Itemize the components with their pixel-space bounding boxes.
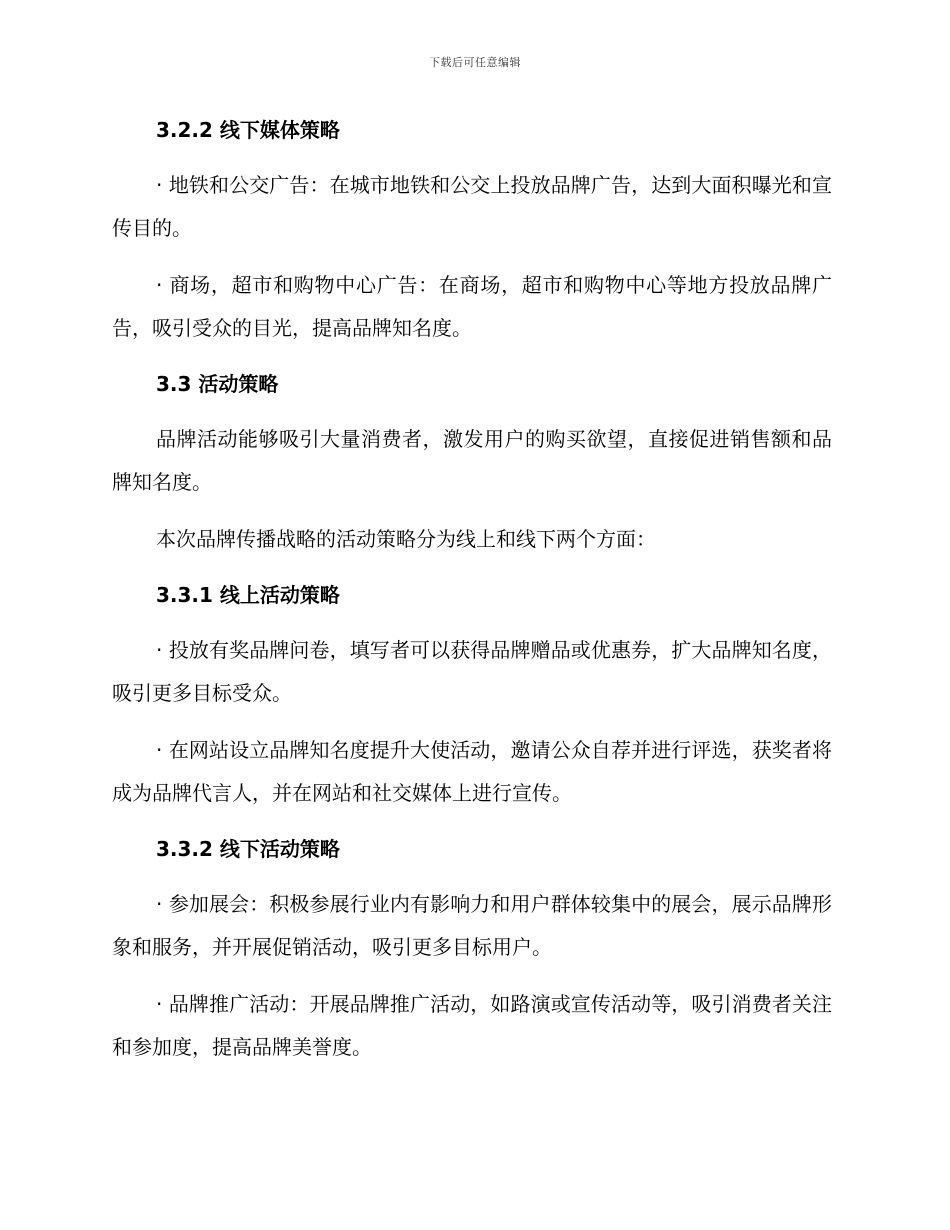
section-3-3-2 — [112, 829, 832, 1069]
section-heading: 3.2.2 线下媒体策略 — [156, 118, 340, 142]
paragraph: · 参加展会：积极参展行业内有影响力和用户群体较集中的展会，展示品牌形象和服务，并开展促销活动，吸引更多目标用户。 — [112, 892, 832, 959]
section-3-2-2 — [112, 110, 832, 364]
paragraph: · 地铁和公交广告：在城市地铁和公交上投放品牌广告，达到大面积曝光和宣传目的。 — [112, 173, 832, 240]
document-body — [112, 110, 832, 1069]
section-3-3-1 — [112, 575, 832, 829]
paragraph: · 在网站设立品牌知名度提升大使活动，邀请公众自荐并进行评选，获奖者将成为品牌代言人，并在网站和社交媒体上进行宣传。 — [112, 738, 832, 805]
page-header: 下载后可任意编辑 — [429, 56, 521, 69]
paragraph: 品牌活动能够吸引大量消费者，激发用户的购买欲望，直接促进销售额和品牌知名度。 — [112, 427, 832, 494]
section-3-3 — [112, 364, 832, 575]
paragraph: · 商场，超市和购物中心广告：在商场，超市和购物中心等地方投放品牌广告，吸引受众的目光，提高品牌知名度。 — [112, 273, 832, 340]
section-heading: 3.3.1 线上活动策略 — [156, 583, 340, 607]
paragraph: · 品牌推广活动：开展品牌推广活动，如路演或宣传活动等，吸引消费者关注和参加度，提高品牌美誉度。 — [112, 992, 832, 1059]
paragraph: · 投放有奖品牌问卷，填写者可以获得品牌赠品或优惠券，扩大品牌知名度，吸引更多目标受众。 — [112, 638, 832, 705]
section-heading: 3.3 活动策略 — [156, 372, 279, 396]
paragraph: 本次品牌传播战略的活动策略分为线上和线下两个方面： — [156, 527, 656, 551]
section-heading: 3.3.2 线下活动策略 — [156, 837, 340, 861]
